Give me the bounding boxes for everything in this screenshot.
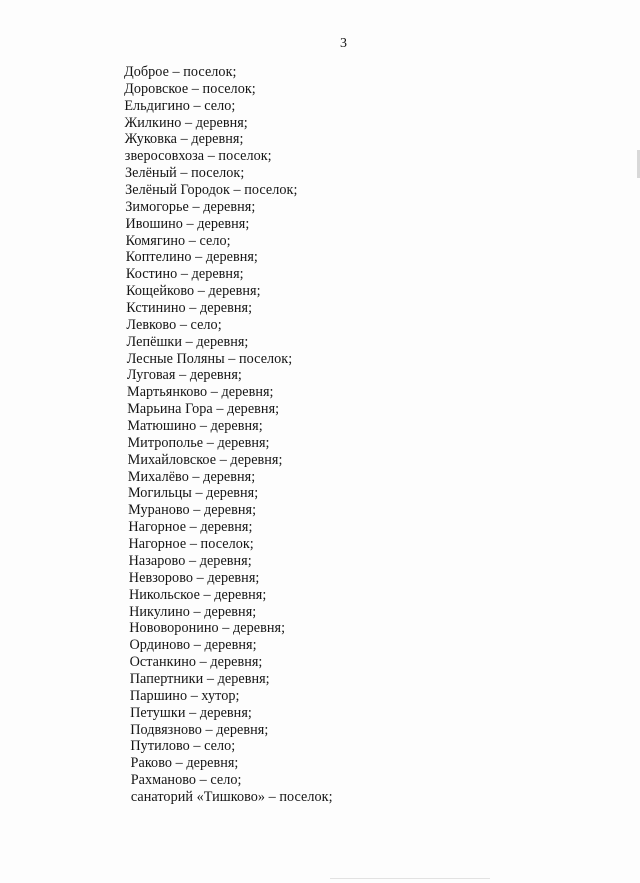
settlement-entry: Жилкино – деревня; — [124, 114, 248, 131]
settlement-entry: Комягино – село; — [125, 232, 231, 249]
settlement-entry: зверосовхоза – поселок; — [124, 148, 272, 165]
settlement-entry: Назарово – деревня; — [128, 552, 252, 569]
settlement-entry: Мартьянково – деревня; — [127, 384, 274, 401]
settlement-entry: Мураново – деревня; — [128, 502, 257, 519]
settlement-list — [124, 64, 333, 806]
settlement-entry: Ельдигино – село; — [124, 97, 236, 114]
settlement-entry: Петушки – деревня; — [130, 704, 252, 721]
settlement-entry: Матюшино – деревня; — [127, 418, 263, 435]
settlement-entry: Жуковка – деревня; — [124, 131, 244, 148]
settlement-entry: Лесные Поляны – поселок; — [126, 350, 293, 367]
settlement-entry: Марьина Гора – деревня; — [127, 401, 280, 418]
settlement-entry: Левково – село; — [126, 316, 222, 333]
settlement-entry: Доровское – поселок; — [124, 80, 256, 97]
settlement-entry: Папертники – деревня; — [129, 670, 270, 687]
settlement-entry: Останкино – деревня; — [129, 654, 263, 671]
settlement-entry: Костино – деревня; — [125, 266, 244, 283]
settlement-entry: Нагорное – поселок; — [128, 536, 254, 553]
page-number: 3 — [340, 36, 347, 51]
scan-bottom-mark — [330, 878, 490, 879]
settlement-entry: Никольское – деревня; — [128, 586, 267, 603]
settlement-entry: Рахманово – село; — [130, 772, 242, 789]
settlement-entry: Путилово – село; — [130, 738, 236, 755]
settlement-entry: Нововоронино – деревня; — [129, 620, 286, 637]
settlement-entry: Нагорное – деревня; — [128, 519, 253, 536]
settlement-entry: Кстинино – деревня; — [126, 300, 253, 317]
settlement-entry: Подвязново – деревня; — [130, 721, 269, 738]
settlement-entry: Раково – деревня; — [130, 755, 239, 772]
settlement-entry: Лепёшки – деревня; — [126, 333, 249, 350]
settlement-entry: Коптелино – деревня; — [125, 249, 258, 266]
settlement-entry: Михайловское – деревня; — [127, 451, 283, 468]
settlement-entry: Никулино – деревня; — [129, 603, 257, 620]
settlement-entry: Зелёный Городок – поселок; — [125, 182, 298, 199]
settlement-entry: Михалёво – деревня; — [127, 468, 256, 485]
settlement-entry: Зелёный – поселок; — [124, 165, 245, 182]
settlement-entry: Паршино – хутор; — [129, 687, 240, 704]
settlement-entry: Невзорово – деревня; — [128, 569, 260, 586]
settlement-entry: Ивошино – деревня; — [125, 215, 250, 232]
settlement-entry: санаторий «Тишково» – поселок; — [130, 788, 333, 805]
settlement-entry: Кощейково – деревня; — [126, 283, 261, 300]
settlement-entry: Могильцы – деревня; — [128, 485, 259, 502]
settlement-entry: Ординово – деревня; — [129, 637, 257, 654]
settlement-entry: Митрополье – деревня; — [127, 434, 270, 451]
settlement-entry: Луговая – деревня; — [126, 367, 242, 384]
settlement-entry: Доброе – поселок; — [124, 64, 237, 80]
settlement-entry: Зимогорье – деревня; — [125, 198, 256, 215]
